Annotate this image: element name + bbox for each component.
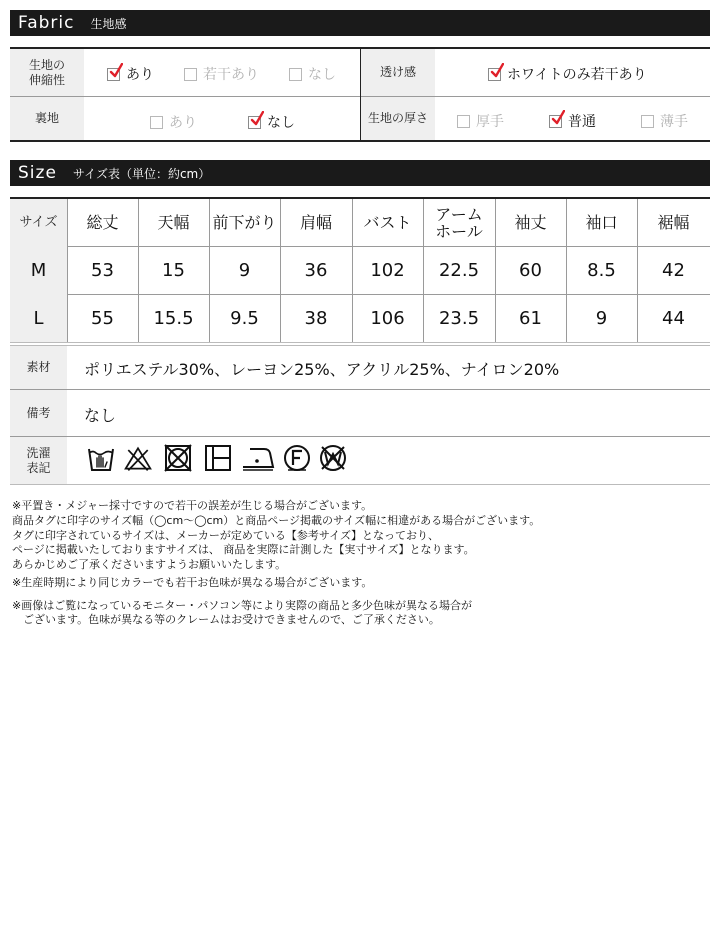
column-header: アーム ホール bbox=[435, 204, 483, 241]
column-header: 総丈 bbox=[86, 213, 119, 232]
remarks-label: 備考 bbox=[10, 390, 67, 436]
remarks-value: なし bbox=[84, 406, 117, 425]
checkbox-checked-icon bbox=[488, 68, 501, 81]
fabric-header-bar bbox=[10, 10, 710, 36]
flat-dry-icon bbox=[203, 443, 233, 473]
size-cell: 15.5 bbox=[153, 308, 194, 329]
thickness-option-thick: 厚手 bbox=[457, 111, 504, 131]
note-line: ページに掲載いたしておりますサイズは、 商品を実際に計測した【実寸サイズ】となります。 bbox=[12, 543, 475, 556]
note-line: あらかじめご了承くださいますようお願いいたします。 bbox=[12, 558, 287, 571]
stretch-option-none: なし bbox=[289, 64, 336, 84]
no-bleach-icon bbox=[123, 443, 153, 473]
stretch-option-slight: 若干あり bbox=[184, 64, 259, 84]
size-cell: 15 bbox=[162, 260, 185, 281]
size-header-bar bbox=[10, 160, 710, 186]
column-header: 天幅 bbox=[157, 213, 190, 232]
size-title-jp: サイズ表（単位：約cm） bbox=[72, 166, 211, 181]
size-cell: 8.5 bbox=[587, 260, 616, 281]
checkbox-empty-icon bbox=[184, 68, 197, 81]
size-row-label: M bbox=[30, 260, 47, 281]
note-line: ございます。色味が異なる等のクレームはお受けできませんので、ご了承ください。 bbox=[12, 613, 440, 626]
column-header: 裾幅 bbox=[657, 213, 690, 232]
size-header-label: サイズ bbox=[19, 215, 58, 230]
checkbox-checked-icon bbox=[248, 116, 261, 129]
size-cell: 53 bbox=[91, 260, 114, 281]
lining-label: 裏地 bbox=[10, 97, 84, 140]
size-cell: 9.5 bbox=[230, 308, 259, 329]
column-header: 袖丈 bbox=[514, 213, 547, 232]
fabric-title-jp: 生地感 bbox=[90, 16, 127, 31]
lining-option-ari: あり bbox=[150, 112, 197, 132]
note-line: ※平置き・メジャー採寸ですので若干の誤差が生じる場合がございます。 bbox=[12, 499, 373, 512]
no-wet-clean-icon bbox=[318, 443, 348, 473]
column-header: 前下がり bbox=[212, 213, 277, 232]
hand-wash-icon bbox=[86, 443, 116, 473]
size-cell: 42 bbox=[662, 260, 685, 281]
size-title-en: Size bbox=[18, 163, 57, 183]
size-cell: 22.5 bbox=[438, 260, 480, 281]
fabric-title-en: Fabric bbox=[18, 13, 75, 33]
checkbox-empty-icon bbox=[150, 116, 163, 129]
column-header: 袖口 bbox=[585, 213, 618, 232]
checkbox-empty-icon bbox=[289, 68, 302, 81]
material-value: ポリエステル30%、レーヨン25%、アクリル25%、ナイロン20% bbox=[84, 360, 560, 379]
size-cell: 9 bbox=[238, 260, 251, 281]
sheer-label: 透け感 bbox=[361, 49, 435, 96]
stretch-label: 生地の 伸縮性 bbox=[10, 49, 84, 96]
care-label: 洗濯 表記 bbox=[10, 437, 67, 484]
size-cell: 38 bbox=[304, 308, 328, 329]
checkbox-empty-icon bbox=[457, 115, 470, 128]
size-cell: 102 bbox=[370, 260, 405, 281]
thickness-option-normal: 普通 bbox=[549, 111, 596, 131]
checkbox-empty-icon bbox=[641, 115, 654, 128]
size-cell: 44 bbox=[662, 308, 685, 329]
size-cell: 23.5 bbox=[438, 308, 480, 329]
material-label: 素材 bbox=[10, 346, 67, 389]
stretch-option-ari: あり bbox=[107, 64, 154, 84]
no-tumble-dry-icon bbox=[163, 443, 193, 473]
size-cell: 36 bbox=[304, 260, 328, 281]
column-header: 肩幅 bbox=[299, 213, 332, 232]
note-line: ※画像はご覧になっているモニター・パソコン等により実際の商品と多少色味が異なる場合が bbox=[12, 599, 472, 612]
lining-option-none: なし bbox=[248, 112, 295, 132]
thickness-label: 生地の厚さ bbox=[361, 97, 435, 140]
low-iron-icon bbox=[240, 443, 276, 473]
size-cell: 60 bbox=[519, 260, 542, 281]
size-cell: 55 bbox=[91, 308, 114, 329]
note-line: タグに印字されているサイズは、メーカーが定めている【参考サイズ】となっており、 bbox=[12, 529, 440, 542]
checkbox-checked-icon bbox=[549, 115, 562, 128]
size-cell: 9 bbox=[595, 308, 608, 329]
sheer-option: ホワイトのみ若干あり bbox=[488, 64, 647, 84]
size-cell: 106 bbox=[370, 308, 405, 329]
thickness-option-thin: 薄手 bbox=[641, 111, 688, 131]
note-line: ※生産時期により同じカラーでも若干お色味が異なる場合がございます。 bbox=[12, 576, 373, 589]
column-header: バスト bbox=[363, 213, 412, 232]
dry-clean-f-icon bbox=[282, 443, 312, 473]
checkbox-checked-icon bbox=[107, 68, 120, 81]
size-cell: 61 bbox=[519, 308, 542, 329]
size-row-label: L bbox=[33, 308, 44, 329]
note-line: 商品タグに印字のサイズ幅（◯cm〜◯cm）と商品ページ掲載のサイズ幅に相違がある場合がございます。 bbox=[12, 514, 541, 527]
